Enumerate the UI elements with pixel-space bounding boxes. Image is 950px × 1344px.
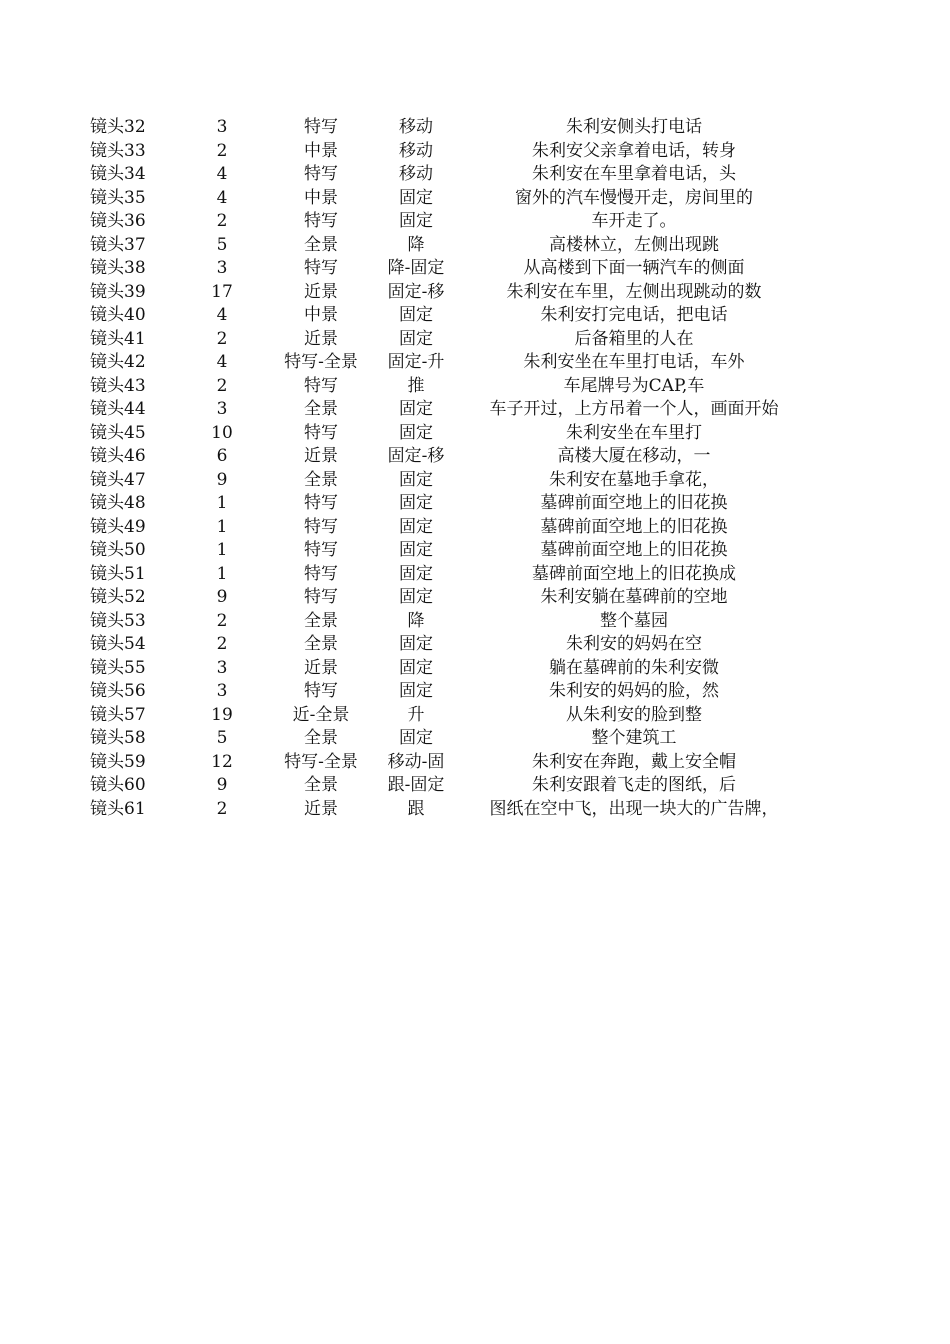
shot-number-cell: 镜头58 bbox=[90, 728, 146, 748]
description-text: 车子开过，上方吊着一个人，画面开始 bbox=[489, 399, 779, 419]
table-row bbox=[0, 751, 950, 775]
shot-size-cell: 全景 bbox=[304, 610, 338, 631]
shot-number-cell: 镜头50 bbox=[90, 540, 146, 560]
table-row bbox=[0, 422, 950, 446]
description-cell bbox=[460, 375, 808, 399]
description-cell bbox=[460, 798, 808, 822]
description-text: 图纸在空中飞，出现一块大的广告牌， bbox=[489, 798, 779, 819]
table-row bbox=[0, 657, 950, 681]
description-text: 朱利安的妈妈的脸，然 bbox=[549, 681, 719, 701]
shot-number-cell: 镜头32 bbox=[90, 117, 146, 137]
shot-number-cell: 镜头42 bbox=[90, 352, 146, 372]
camera-movement-cell: 固定 bbox=[399, 587, 433, 607]
description-text: 墓碑前面空地上的旧花换 bbox=[540, 516, 728, 537]
shot-number-cell: 镜头44 bbox=[90, 399, 146, 419]
shot-size-cell: 中景 bbox=[304, 187, 338, 208]
table-row bbox=[0, 774, 950, 798]
table-row bbox=[0, 469, 950, 493]
description-cell bbox=[460, 633, 808, 657]
description-text: 后备箱里的人在 bbox=[574, 328, 694, 349]
shot-number-cell: 镜头41 bbox=[90, 328, 146, 349]
shot-size-cell: 特写 bbox=[304, 164, 338, 184]
description-text: 高楼林立，左侧出现跳 bbox=[549, 234, 719, 255]
shot-number-cell: 镜头54 bbox=[90, 634, 146, 654]
camera-movement-cell: 升 bbox=[407, 704, 425, 725]
shot-number-cell: 镜头38 bbox=[90, 258, 146, 278]
table-row bbox=[0, 586, 950, 610]
shot-number-cell: 镜头52 bbox=[90, 587, 146, 607]
duration-cell: 17 bbox=[211, 281, 233, 302]
shot-size-cell: 特写 bbox=[304, 681, 338, 701]
description-cell bbox=[460, 610, 808, 634]
shot-number-cell: 镜头53 bbox=[90, 610, 146, 631]
camera-movement-cell: 固定-移 bbox=[387, 281, 445, 302]
duration-cell: 9 bbox=[216, 469, 228, 490]
table-row bbox=[0, 304, 950, 328]
shot-number-cell: 镜头55 bbox=[90, 657, 146, 678]
duration-cell: 2 bbox=[216, 798, 228, 819]
duration-cell: 2 bbox=[216, 610, 228, 631]
table-row bbox=[0, 375, 950, 399]
camera-movement-cell: 固定 bbox=[399, 211, 433, 231]
description-cell bbox=[460, 469, 808, 493]
shot-number-cell: 镜头57 bbox=[90, 704, 146, 725]
shot-size-cell: 特写 bbox=[304, 422, 338, 443]
shot-number-cell: 镜头37 bbox=[90, 234, 146, 255]
table-row bbox=[0, 234, 950, 258]
shot-size-cell: 全景 bbox=[304, 234, 338, 255]
description-cell bbox=[460, 351, 808, 375]
description-cell bbox=[460, 492, 808, 516]
shot-number-cell: 镜头33 bbox=[90, 140, 146, 161]
description-cell bbox=[460, 657, 808, 681]
shot-number-cell: 镜头59 bbox=[90, 751, 146, 772]
camera-movement-cell: 固定 bbox=[399, 493, 433, 513]
shot-number-cell: 镜头49 bbox=[90, 516, 146, 537]
camera-movement-cell: 固定-移 bbox=[387, 446, 445, 466]
camera-movement-cell: 推 bbox=[407, 375, 425, 396]
description-text: 朱利安侧头打电话 bbox=[566, 117, 702, 137]
description-cell bbox=[460, 210, 808, 234]
table-row bbox=[0, 116, 950, 140]
table-row bbox=[0, 680, 950, 704]
shot-size-cell: 近景 bbox=[304, 446, 338, 466]
table-row bbox=[0, 492, 950, 516]
table-row bbox=[0, 163, 950, 187]
shot-size-cell: 近景 bbox=[304, 657, 338, 678]
camera-movement-cell: 跟-固定 bbox=[387, 775, 445, 795]
description-cell bbox=[460, 422, 808, 446]
description-cell bbox=[460, 398, 808, 422]
duration-cell: 2 bbox=[216, 328, 228, 349]
shot-size-cell: 近景 bbox=[304, 281, 338, 302]
camera-movement-cell: 固定 bbox=[399, 305, 433, 325]
description-cell bbox=[460, 257, 808, 281]
camera-movement-cell: 固定 bbox=[399, 399, 433, 419]
table-row bbox=[0, 210, 950, 234]
camera-movement-cell: 降-固定 bbox=[387, 258, 445, 278]
description-cell bbox=[460, 774, 808, 798]
shot-size-cell: 特写 bbox=[304, 211, 338, 231]
shot-size-cell: 中景 bbox=[304, 305, 338, 325]
duration-cell: 19 bbox=[211, 704, 233, 725]
duration-cell: 12 bbox=[211, 751, 233, 772]
shot-size-cell: 特写 bbox=[304, 117, 338, 137]
camera-movement-cell: 固定-升 bbox=[387, 352, 445, 372]
description-text: 朱利安在车里拿着电话，头 bbox=[532, 164, 736, 184]
duration-cell: 1 bbox=[216, 563, 228, 584]
duration-cell: 2 bbox=[216, 140, 228, 161]
duration-cell: 3 bbox=[216, 681, 228, 701]
shot-size-cell: 全景 bbox=[304, 634, 338, 654]
shot-size-cell: 特写 bbox=[304, 493, 338, 513]
description-cell bbox=[460, 116, 808, 140]
duration-cell: 2 bbox=[216, 634, 228, 654]
duration-cell: 4 bbox=[216, 352, 228, 372]
shot-number-cell: 镜头39 bbox=[90, 281, 146, 302]
shot-size-cell: 全景 bbox=[304, 399, 338, 419]
description-cell bbox=[460, 304, 808, 328]
duration-cell: 2 bbox=[216, 211, 228, 231]
table-row bbox=[0, 704, 950, 728]
shot-size-cell: 全景 bbox=[304, 728, 338, 748]
description-text: 整个建筑工 bbox=[591, 728, 677, 748]
description-cell bbox=[460, 445, 808, 469]
camera-movement-cell: 移动 bbox=[399, 117, 433, 137]
shot-number-cell: 镜头40 bbox=[90, 305, 146, 325]
table-row bbox=[0, 563, 950, 587]
duration-cell: 3 bbox=[216, 117, 228, 137]
camera-movement-cell: 固定 bbox=[399, 422, 433, 443]
description-text: 从朱利安的脸到整 bbox=[566, 704, 702, 725]
description-text: 车尾牌号为CAP,车 bbox=[563, 375, 705, 396]
shot-size-cell: 特写 bbox=[304, 258, 338, 278]
shot-number-cell: 镜头43 bbox=[90, 375, 146, 396]
description-text: 朱利安在墓地手拿花， bbox=[549, 469, 719, 490]
description-text: 从高楼到下面一辆汽车的侧面 bbox=[523, 258, 745, 278]
storyboard-sheet bbox=[0, 116, 950, 821]
duration-cell: 1 bbox=[216, 540, 228, 560]
description-cell bbox=[460, 680, 808, 704]
shot-size-cell: 特写-全景 bbox=[284, 751, 358, 772]
description-text: 窗外的汽车慢慢开走，房间里的 bbox=[515, 187, 753, 208]
description-cell bbox=[460, 516, 808, 540]
duration-cell: 3 bbox=[216, 258, 228, 278]
shot-size-cell: 近-全景 bbox=[292, 704, 350, 725]
description-text: 朱利安的妈妈在空 bbox=[566, 634, 702, 654]
description-cell bbox=[460, 187, 808, 211]
description-cell bbox=[460, 281, 808, 305]
description-text: 朱利安坐在车里打 bbox=[566, 422, 702, 443]
table-row bbox=[0, 351, 950, 375]
table-row bbox=[0, 257, 950, 281]
description-cell bbox=[460, 704, 808, 728]
shot-size-cell: 特写 bbox=[304, 540, 338, 560]
duration-cell: 9 bbox=[216, 587, 228, 607]
camera-movement-cell: 固定 bbox=[399, 728, 433, 748]
description-text: 车开走了。 bbox=[591, 211, 677, 231]
shot-size-cell: 特写 bbox=[304, 563, 338, 584]
camera-movement-cell: 固定 bbox=[399, 469, 433, 490]
duration-cell: 4 bbox=[216, 164, 228, 184]
duration-cell: 5 bbox=[216, 234, 228, 255]
description-text: 墓碑前面空地上的旧花换 bbox=[540, 540, 728, 560]
description-text: 朱利安父亲拿着电话，转身 bbox=[532, 140, 736, 161]
camera-movement-cell: 固定 bbox=[399, 563, 433, 584]
shot-size-cell: 特写 bbox=[304, 587, 338, 607]
camera-movement-cell: 固定 bbox=[399, 634, 433, 654]
table-row bbox=[0, 398, 950, 422]
table-row bbox=[0, 140, 950, 164]
duration-cell: 4 bbox=[216, 187, 228, 208]
description-cell bbox=[460, 140, 808, 164]
description-text: 墓碑前面空地上的旧花换 bbox=[540, 493, 728, 513]
shot-size-cell: 近景 bbox=[304, 798, 338, 819]
description-cell bbox=[460, 586, 808, 610]
description-cell bbox=[460, 539, 808, 563]
shot-size-cell: 特写 bbox=[304, 375, 338, 396]
camera-movement-cell: 移动 bbox=[399, 140, 433, 161]
camera-movement-cell: 降 bbox=[407, 610, 425, 631]
description-cell bbox=[460, 727, 808, 751]
shot-number-cell: 镜头60 bbox=[90, 775, 146, 795]
table-row bbox=[0, 610, 950, 634]
table-row bbox=[0, 445, 950, 469]
shot-size-cell: 全景 bbox=[304, 469, 338, 490]
duration-cell: 3 bbox=[216, 657, 228, 678]
shot-size-cell: 特写-全景 bbox=[284, 352, 358, 372]
description-text: 躺在墓碑前的朱利安微 bbox=[549, 657, 719, 678]
camera-movement-cell: 固定 bbox=[399, 187, 433, 208]
description-text: 朱利安躺在墓碑前的空地 bbox=[540, 587, 728, 607]
table-row bbox=[0, 798, 950, 822]
camera-movement-cell: 固定 bbox=[399, 516, 433, 537]
camera-movement-cell: 固定 bbox=[399, 540, 433, 560]
shot-number-cell: 镜头61 bbox=[90, 798, 146, 819]
shot-number-cell: 镜头34 bbox=[90, 164, 146, 184]
table-row bbox=[0, 516, 950, 540]
description-text: 高楼大厦在移动，一 bbox=[557, 446, 711, 466]
shot-number-cell: 镜头45 bbox=[90, 422, 146, 443]
table-row bbox=[0, 281, 950, 305]
camera-movement-cell: 移动 bbox=[399, 164, 433, 184]
duration-cell: 1 bbox=[216, 516, 228, 537]
shot-number-cell: 镜头48 bbox=[90, 493, 146, 513]
camera-movement-cell: 固定 bbox=[399, 657, 433, 678]
description-text: 朱利安跟着飞走的图纸，后 bbox=[532, 775, 736, 795]
duration-cell: 10 bbox=[211, 422, 233, 443]
description-text: 朱利安打完电话，把电话 bbox=[540, 305, 728, 325]
description-cell bbox=[460, 328, 808, 352]
description-text: 墓碑前面空地上的旧花换成 bbox=[532, 563, 736, 584]
shot-number-cell: 镜头46 bbox=[90, 446, 146, 466]
duration-cell: 3 bbox=[216, 399, 228, 419]
duration-cell: 5 bbox=[216, 728, 228, 748]
table-row bbox=[0, 633, 950, 657]
table-row bbox=[0, 328, 950, 352]
shot-size-cell: 近景 bbox=[304, 328, 338, 349]
table-row bbox=[0, 187, 950, 211]
camera-movement-cell: 固定 bbox=[399, 681, 433, 701]
description-cell bbox=[460, 563, 808, 587]
shot-number-cell: 镜头56 bbox=[90, 681, 146, 701]
table-row bbox=[0, 539, 950, 563]
camera-movement-cell: 移动-固 bbox=[387, 751, 445, 772]
description-text: 整个墓园 bbox=[600, 610, 668, 631]
description-text: 朱利安在车里，左侧出现跳动的数 bbox=[506, 281, 762, 302]
duration-cell: 9 bbox=[216, 775, 228, 795]
description-text: 朱利安在奔跑，戴上安全帽 bbox=[532, 751, 736, 772]
shot-number-cell: 镜头35 bbox=[90, 187, 146, 208]
shot-number-cell: 镜头47 bbox=[90, 469, 146, 490]
duration-cell: 2 bbox=[216, 375, 228, 396]
table-row bbox=[0, 727, 950, 751]
shot-size-cell: 中景 bbox=[304, 140, 338, 161]
duration-cell: 4 bbox=[216, 305, 228, 325]
description-cell bbox=[460, 163, 808, 187]
description-cell bbox=[460, 234, 808, 258]
shot-size-cell: 特写 bbox=[304, 516, 338, 537]
duration-cell: 6 bbox=[216, 446, 228, 466]
shot-size-cell: 全景 bbox=[304, 775, 338, 795]
shot-number-cell: 镜头36 bbox=[90, 211, 146, 231]
description-text: 朱利安坐在车里打电话，车外 bbox=[523, 352, 745, 372]
camera-movement-cell: 跟 bbox=[407, 798, 425, 819]
description-cell bbox=[460, 751, 808, 775]
camera-movement-cell: 固定 bbox=[399, 328, 433, 349]
duration-cell: 1 bbox=[216, 493, 228, 513]
camera-movement-cell: 降 bbox=[407, 234, 425, 255]
shot-number-cell: 镜头51 bbox=[90, 563, 146, 584]
